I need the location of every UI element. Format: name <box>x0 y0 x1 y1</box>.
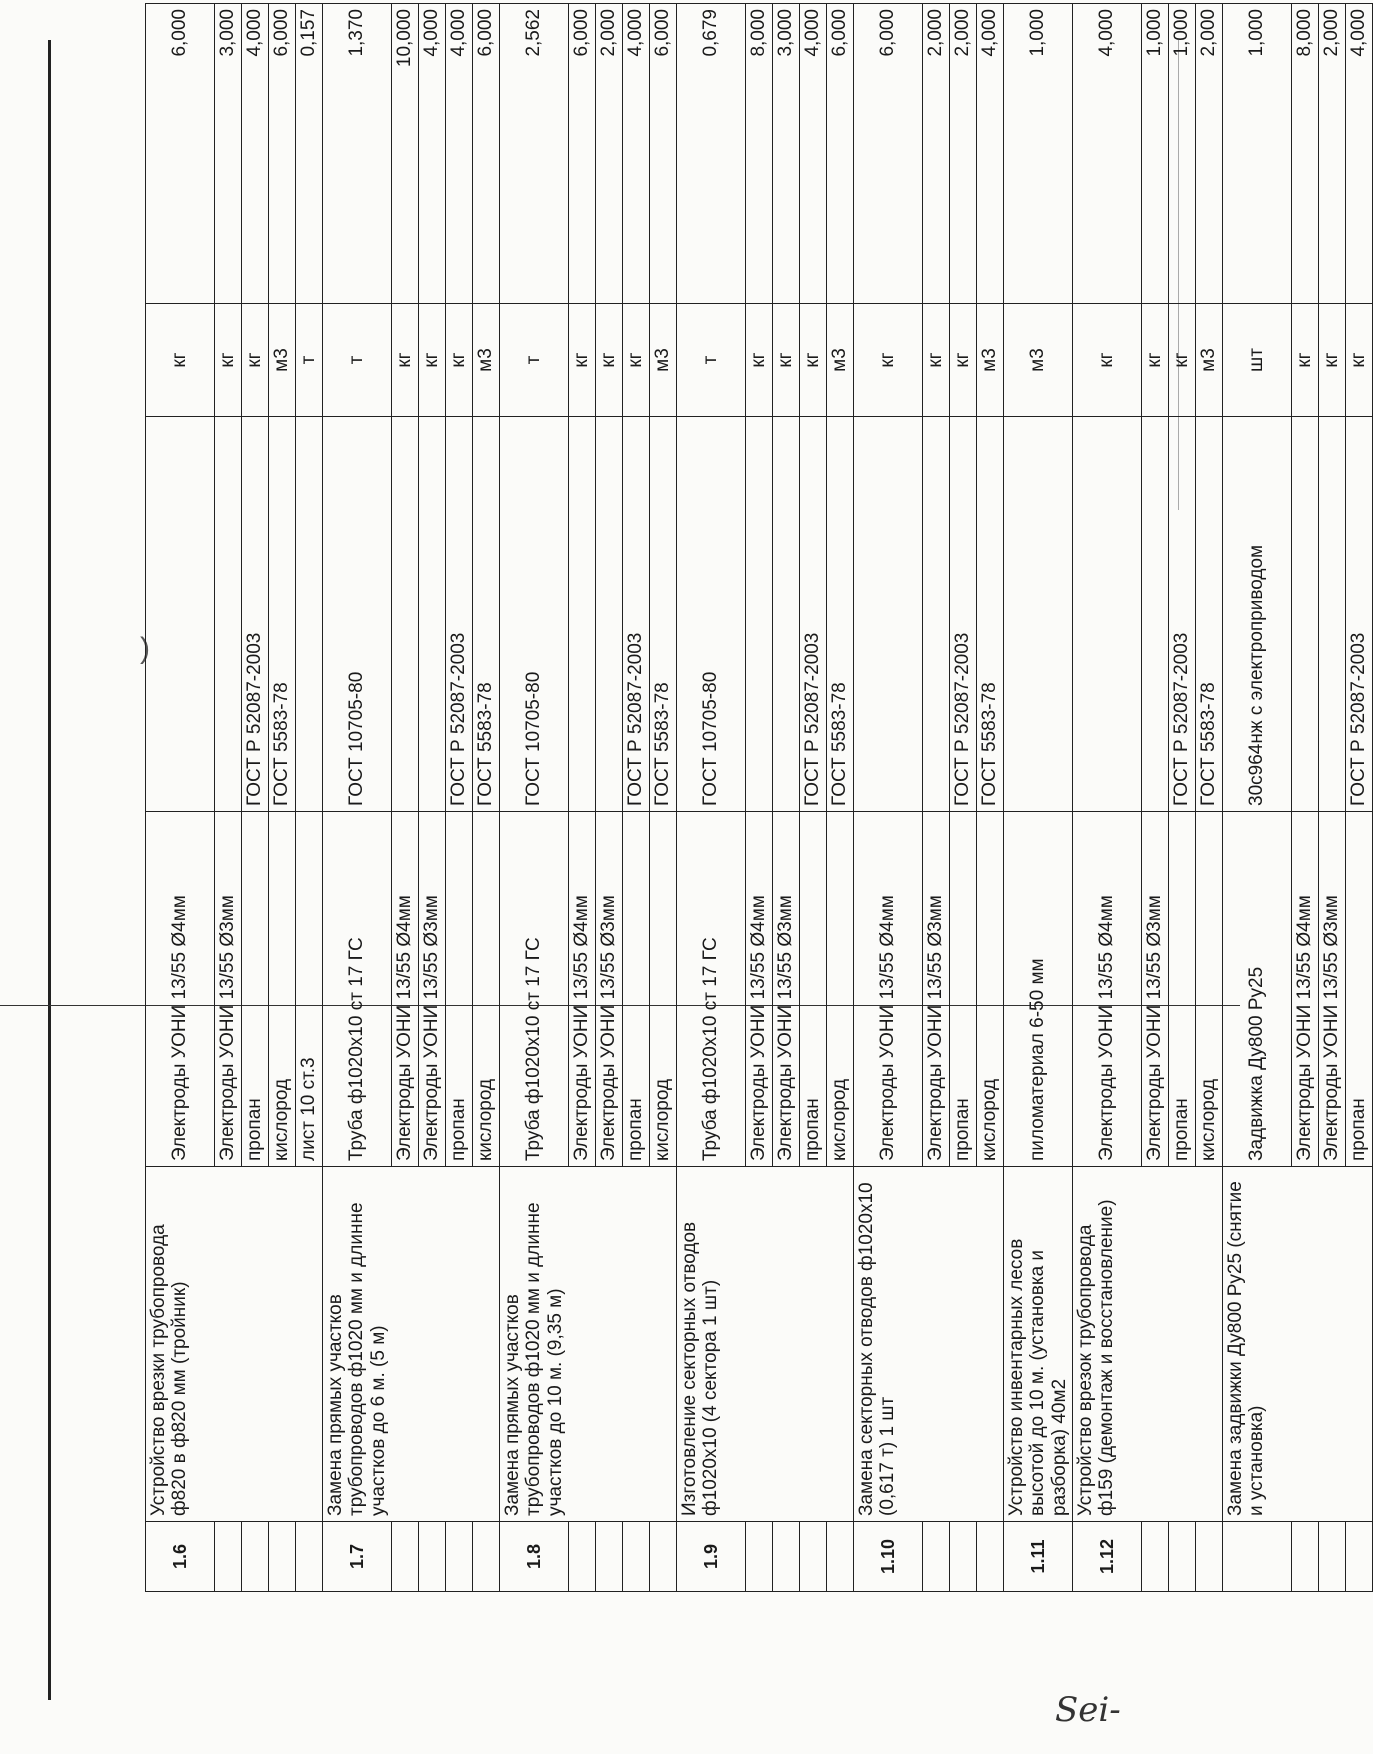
quantity: 2,000 <box>950 4 977 304</box>
gost-standard <box>1142 417 1169 812</box>
unit-of-measure: кг <box>1319 304 1346 417</box>
material-name: кислород <box>827 812 854 1167</box>
gost-standard <box>1004 417 1073 812</box>
material-name: Электроды УОНИ 13/55 Ø3мм <box>215 812 242 1167</box>
quantity: 1,000 <box>1169 4 1196 304</box>
quantity: 8,000 <box>1292 4 1319 304</box>
quantity: 4,000 <box>1346 4 1373 304</box>
unit-of-measure: шт <box>1223 304 1292 417</box>
work-description: Замена прямых участков трубопроводов ф1020 мм и длинне участков до 10 м. (9,35 м) <box>500 1167 677 1522</box>
gost-standard <box>854 417 923 812</box>
material-name: Электроды УОНИ 13/55 Ø4мм <box>392 812 419 1167</box>
material-name: кислород <box>977 812 1004 1167</box>
table-row <box>1004 4 1073 1592</box>
item-number <box>446 1522 473 1592</box>
gost-standard: ГОСТ 5583-78 <box>473 417 500 812</box>
work-description: Замена задвижки Ду800 Ру25 (снятие и установка) <box>1223 1167 1373 1522</box>
material-name: Электроды УОНИ 13/55 Ø3мм <box>419 812 446 1167</box>
material-name: пропан <box>242 812 269 1167</box>
quantity: 1,000 <box>1142 4 1169 304</box>
work-description: Устройство инвентарных лесов высотой до 10 м. (установка и разборка) 40м2 <box>1004 1167 1073 1522</box>
material-name: пропан <box>950 812 977 1167</box>
gost-standard <box>1073 417 1142 812</box>
work-description: Замена секторных отводов ф1020х10 (0,617 т) 1 шт <box>854 1167 1004 1522</box>
unit-of-measure: кг <box>569 304 596 417</box>
material-name: Электроды УОНИ 13/55 Ø3мм <box>596 812 623 1167</box>
unit-of-measure: кг <box>773 304 800 417</box>
gost-standard: ГОСТ 5583-78 <box>827 417 854 812</box>
gost-standard: ГОСТ 5583-78 <box>269 417 296 812</box>
table-row <box>146 4 215 1592</box>
item-number <box>269 1522 296 1592</box>
gost-standard <box>1292 417 1319 812</box>
table-row <box>1073 4 1142 1592</box>
unit-of-measure: м3 <box>269 304 296 417</box>
unit-of-measure: кг <box>923 304 950 417</box>
item-number: 1.12 <box>1073 1522 1142 1592</box>
gost-standard: ГОСТ 5583-78 <box>1196 417 1223 812</box>
table-row <box>854 4 923 1592</box>
quantity: 1,000 <box>1223 4 1292 304</box>
item-number <box>923 1522 950 1592</box>
quantity: 4,000 <box>419 4 446 304</box>
material-name: Электроды УОНИ 13/55 Ø4мм <box>146 812 215 1167</box>
quantity: 2,000 <box>1196 4 1223 304</box>
gost-standard: ГОСТ Р 52087-2003 <box>446 417 473 812</box>
gost-standard: ГОСТ 5583-78 <box>650 417 677 812</box>
rotated-table-container <box>145 4 1370 1592</box>
item-number <box>1319 1522 1346 1592</box>
material-name: Электроды УОНИ 13/55 Ø4мм <box>569 812 596 1167</box>
material-name: пропан <box>623 812 650 1167</box>
material-name: Задвижка Ду800 Ру25 <box>1223 812 1292 1167</box>
item-number <box>392 1522 419 1592</box>
gost-standard <box>1319 417 1346 812</box>
materials-table-body <box>146 4 1373 1592</box>
item-number <box>977 1522 1004 1592</box>
unit-of-measure: кг <box>215 304 242 417</box>
item-number: 1.7 <box>323 1522 392 1592</box>
materials-table <box>145 3 1373 1592</box>
gost-standard <box>773 417 800 812</box>
gost-standard <box>569 417 596 812</box>
unit-of-measure: м3 <box>1196 304 1223 417</box>
quantity: 4,000 <box>446 4 473 304</box>
gost-standard: ГОСТ 10705-80 <box>323 417 392 812</box>
material-name: кислород <box>269 812 296 1167</box>
material-name: Электроды УОНИ 13/55 Ø4мм <box>1292 812 1319 1167</box>
material-name: кислород <box>1196 812 1223 1167</box>
item-number <box>746 1522 773 1592</box>
item-number: 1.8 <box>500 1522 569 1592</box>
gost-standard: ГОСТ Р 52087-2003 <box>800 417 827 812</box>
unit-of-measure: кг <box>800 304 827 417</box>
unit-of-measure: м3 <box>1004 304 1073 417</box>
item-number <box>419 1522 446 1592</box>
unit-of-measure: т <box>296 304 323 417</box>
unit-of-measure: кг <box>623 304 650 417</box>
item-number <box>1346 1522 1373 1592</box>
unit-of-measure: кг <box>242 304 269 417</box>
unit-of-measure: кг <box>1142 304 1169 417</box>
quantity: 4,000 <box>242 4 269 304</box>
quantity: 6,000 <box>827 4 854 304</box>
gost-standard <box>392 417 419 812</box>
unit-of-measure: кг <box>950 304 977 417</box>
unit-of-measure: кг <box>1346 304 1373 417</box>
quantity: 2,562 <box>500 4 569 304</box>
work-description: Замена прямых участков трубопроводов ф1020 мм и длинне участков до 6 м. (5 м) <box>323 1167 500 1522</box>
work-description: Устройство врезки трубопровода ф820 в ф820 мм (тройник) <box>146 1167 323 1522</box>
item-number <box>1223 1522 1292 1592</box>
quantity: 2,000 <box>923 4 950 304</box>
material-name: лист 10 ст.3 <box>296 812 323 1167</box>
table-row <box>1223 4 1292 1592</box>
gost-standard <box>419 417 446 812</box>
material-name: пропан <box>1169 812 1196 1167</box>
material-name: кислород <box>650 812 677 1167</box>
item-number: 1.11 <box>1004 1522 1073 1592</box>
material-name: Электроды УОНИ 13/55 Ø4мм <box>746 812 773 1167</box>
item-number <box>650 1522 677 1592</box>
material-name: пропан <box>446 812 473 1167</box>
quantity: 6,000 <box>473 4 500 304</box>
material-name: Электроды УОНИ 13/55 Ø3мм <box>923 812 950 1167</box>
quantity: 6,000 <box>854 4 923 304</box>
unit-of-measure: т <box>500 304 569 417</box>
quantity: 4,000 <box>623 4 650 304</box>
material-name: Электроды УОНИ 13/55 Ø4мм <box>1073 812 1142 1167</box>
material-name: пиломатериал 6-50 мм <box>1004 812 1073 1167</box>
gost-standard <box>596 417 623 812</box>
gost-standard: ГОСТ 10705-80 <box>500 417 569 812</box>
quantity: 0,679 <box>677 4 746 304</box>
unit-of-measure: т <box>323 304 392 417</box>
unit-of-measure: кг <box>854 304 923 417</box>
unit-of-measure: м3 <box>827 304 854 417</box>
quantity: 2,000 <box>596 4 623 304</box>
unit-of-measure: кг <box>1292 304 1319 417</box>
item-number <box>242 1522 269 1592</box>
gost-standard <box>923 417 950 812</box>
unit-of-measure: кг <box>419 304 446 417</box>
quantity: 6,000 <box>269 4 296 304</box>
material-name: Труба ф1020х10 ст 17 ГС <box>500 812 569 1167</box>
unit-of-measure: кг <box>392 304 419 417</box>
quantity: 6,000 <box>569 4 596 304</box>
gost-standard: 30с964нж с электроприводом <box>1223 417 1292 812</box>
gost-standard: ГОСТ Р 52087-2003 <box>1169 417 1196 812</box>
unit-of-measure: кг <box>596 304 623 417</box>
item-number: 1.9 <box>677 1522 746 1592</box>
gost-standard: ГОСТ 10705-80 <box>677 417 746 812</box>
work-description: Изготовление секторных отводов ф1020х10 (4 сектора 1 шт) <box>677 1167 854 1522</box>
unit-of-measure: м3 <box>650 304 677 417</box>
item-number <box>596 1522 623 1592</box>
item-number <box>1169 1522 1196 1592</box>
item-number <box>215 1522 242 1592</box>
quantity: 6,000 <box>146 4 215 304</box>
gost-standard: ГОСТ Р 52087-2003 <box>242 417 269 812</box>
unit-of-measure: кг <box>146 304 215 417</box>
unit-of-measure: кг <box>1073 304 1142 417</box>
material-name: Электроды УОНИ 13/55 Ø3мм <box>773 812 800 1167</box>
signature: Sei- <box>1055 1690 1121 1730</box>
gost-standard: ГОСТ Р 52087-2003 <box>1346 417 1373 812</box>
quantity: 1,000 <box>1004 4 1073 304</box>
gost-standard <box>146 417 215 812</box>
item-number <box>1142 1522 1169 1592</box>
item-number <box>773 1522 800 1592</box>
gost-standard: ГОСТ Р 52087-2003 <box>623 417 650 812</box>
item-number: 1.6 <box>146 1522 215 1592</box>
material-name: пропан <box>1346 812 1373 1167</box>
table-row <box>677 4 746 1592</box>
item-number <box>800 1522 827 1592</box>
quantity: 3,000 <box>773 4 800 304</box>
quantity: 1,370 <box>323 4 392 304</box>
item-number <box>1292 1522 1319 1592</box>
unit-of-measure: м3 <box>473 304 500 417</box>
material-name: Электроды УОНИ 13/55 Ø3мм <box>1319 812 1346 1167</box>
material-name: кислород <box>473 812 500 1167</box>
scan-artifact-mark: ) <box>140 632 150 665</box>
quantity: 4,000 <box>1073 4 1142 304</box>
unit-of-measure: т <box>677 304 746 417</box>
item-number <box>623 1522 650 1592</box>
item-number <box>827 1522 854 1592</box>
gost-standard: ГОСТ Р 52087-2003 <box>950 417 977 812</box>
unit-of-measure: кг <box>746 304 773 417</box>
quantity: 6,000 <box>650 4 677 304</box>
unit-of-measure: кг <box>1169 304 1196 417</box>
work-description: Устройство врезок трубопровода ф159 (демонтаж и восстановление) <box>1073 1167 1223 1522</box>
material-name: Труба ф1020х10 ст 17 ГС <box>323 812 392 1167</box>
item-number: 1.10 <box>854 1522 923 1592</box>
quantity: 3,000 <box>215 4 242 304</box>
gost-standard: ГОСТ 5583-78 <box>977 417 1004 812</box>
material-name: пропан <box>800 812 827 1167</box>
unit-of-measure: м3 <box>977 304 1004 417</box>
gost-standard <box>746 417 773 812</box>
quantity: 2,000 <box>1319 4 1346 304</box>
item-number <box>950 1522 977 1592</box>
gost-standard <box>215 417 242 812</box>
quantity: 10,000 <box>392 4 419 304</box>
item-number <box>473 1522 500 1592</box>
quantity: 4,000 <box>800 4 827 304</box>
quantity: 0,157 <box>296 4 323 304</box>
table-row <box>323 4 392 1592</box>
item-number <box>296 1522 323 1592</box>
quantity: 4,000 <box>977 4 1004 304</box>
material-name: Электроды УОНИ 13/55 Ø4мм <box>854 812 923 1167</box>
quantity: 8,000 <box>746 4 773 304</box>
table-row <box>500 4 569 1592</box>
item-number <box>569 1522 596 1592</box>
material-name: Электроды УОНИ 13/55 Ø3мм <box>1142 812 1169 1167</box>
material-name: Труба ф1020х10 ст 17 ГС <box>677 812 746 1167</box>
page-margin-line <box>48 40 51 1700</box>
item-number <box>1196 1522 1223 1592</box>
gost-standard <box>296 417 323 812</box>
unit-of-measure: кг <box>446 304 473 417</box>
